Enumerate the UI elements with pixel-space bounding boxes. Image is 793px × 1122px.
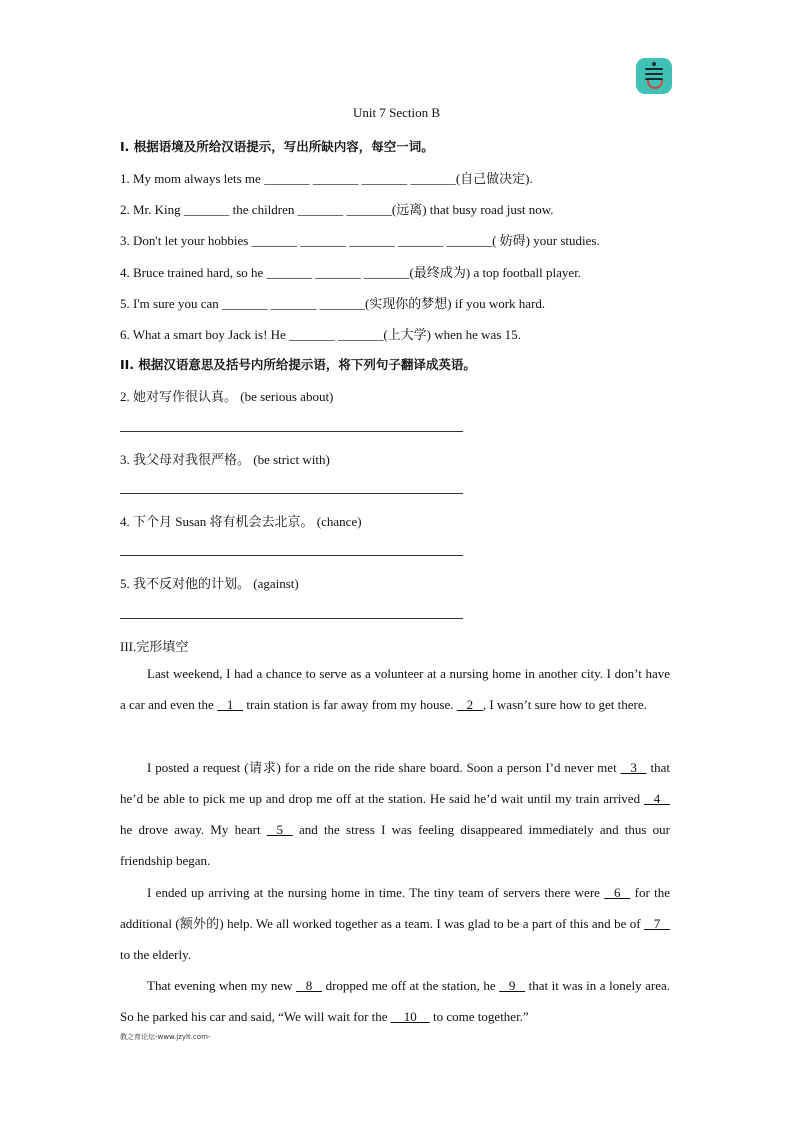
cloze-blank-9[interactable]: 9 [499,978,526,993]
exercise-item: 4. Bruce trained hard, so he _______ _______ _______(最终成为) a top football player. [120,265,582,280]
exercise-item: 2. Mr. King _______ the children _______ _______(远离) that busy road just now. [120,202,554,217]
logo-bar [645,68,663,70]
translation-item: 3. 我父母对我很严格。 (be strict with) [120,452,330,467]
para-text: That evening when my new [147,978,297,993]
para-text: I ended up arriving at the nursing home in time. The tiny team of servers there were [147,885,605,900]
footer-watermark: 教之育论坛-www.jzylt.com- [120,1033,211,1041]
para-text: for the additional (额外的) help. We all worked together as a team. I was glad to be a part of this and be of [120,885,671,931]
cloze-blank-6[interactable]: 6 [604,885,631,900]
cloze-paragraph-1 [120,658,670,720]
cloze-blank-2[interactable]: 2 [456,697,483,712]
translation-item: 4. 下个月 Susan 将有机会去北京。 (chance) [120,514,362,529]
cloze-blank-10[interactable]: 10 [390,1009,430,1024]
answer-line[interactable] [120,493,463,494]
para-text: he drove away. My heart [120,822,267,837]
cloze-blank-7[interactable]: 7 [643,916,670,931]
cloze-paragraph-4 [120,970,670,1032]
cloze-blank-1[interactable]: 1 [217,697,244,712]
section1-heading: I. 根据语境及所给汉语提示，写出所缺内容，每空一词。 [120,139,434,154]
para-text: that he’d be able to pick me up and drop me off at the station. He said he’d wait until my train arrived [120,760,670,806]
answer-line[interactable] [120,618,463,619]
section3-heading: III.完形填空 [120,639,189,654]
exercise-item: 1. My mom always lets me _______ _______ _______ _______(自己做决定). [120,171,533,186]
para-text: I posted a request (请求) for a ride on the ride share board. Soon a person I’d never met [147,760,621,775]
exercise-item: 6. What a smart boy Jack is! He _______ _______(上大学) when he was 15. [120,327,521,342]
para-text: Last weekend, I had a chance to serve as a volunteer at a nursing home in another city. I don’t have a car and even the [120,666,670,712]
cloze-paragraph-3 [120,877,670,970]
cloze-blank-8[interactable]: 8 [296,978,323,993]
page-title: Unit 7 Section B [352,105,441,120]
translation-item: 2. 她对写作很认真。 (be serious about) [120,389,334,404]
para-text: that it was in a lonely area. So he parked his car and said, “We will wait for the [120,978,671,1024]
translation-item: 5. 我不反对他的计划。 (against) [120,576,299,591]
logo-smile [647,80,663,89]
exercise-item: 5. I'm sure you can _______ _______ _______(实现你的梦想) if you work hard. [120,296,546,311]
cloze-blank-4[interactable]: 4 [644,791,670,806]
para-text: to come together.” [429,1009,529,1024]
answer-line[interactable] [120,555,463,556]
logo-bar [645,73,663,75]
para-text: and the stress I was feeling disappeared immediately and thus our friendship began. [120,822,670,868]
site-logo [636,58,672,94]
exercise-item: 3. Don't let your hobbies _______ _______ _______ _______ _______( 妨碍) your studies. [120,233,600,248]
section2-heading: II. 根据汉语意思及括号内所给提示语，将下列句子翻译成英语。 [120,357,476,372]
para-text: , I wasn’t sure how to get there. [482,697,647,712]
para-text: train station is far away from my house. [243,697,457,712]
para-text: dropped me off at the station, he [322,978,500,993]
cloze-blank-3[interactable]: 3 [620,760,647,775]
logo-dot [652,62,656,66]
cloze-paragraph-2 [120,752,670,876]
answer-line[interactable] [120,431,463,432]
para-text: to the elderly. [120,947,191,962]
cloze-blank-5[interactable]: 5 [266,822,293,837]
